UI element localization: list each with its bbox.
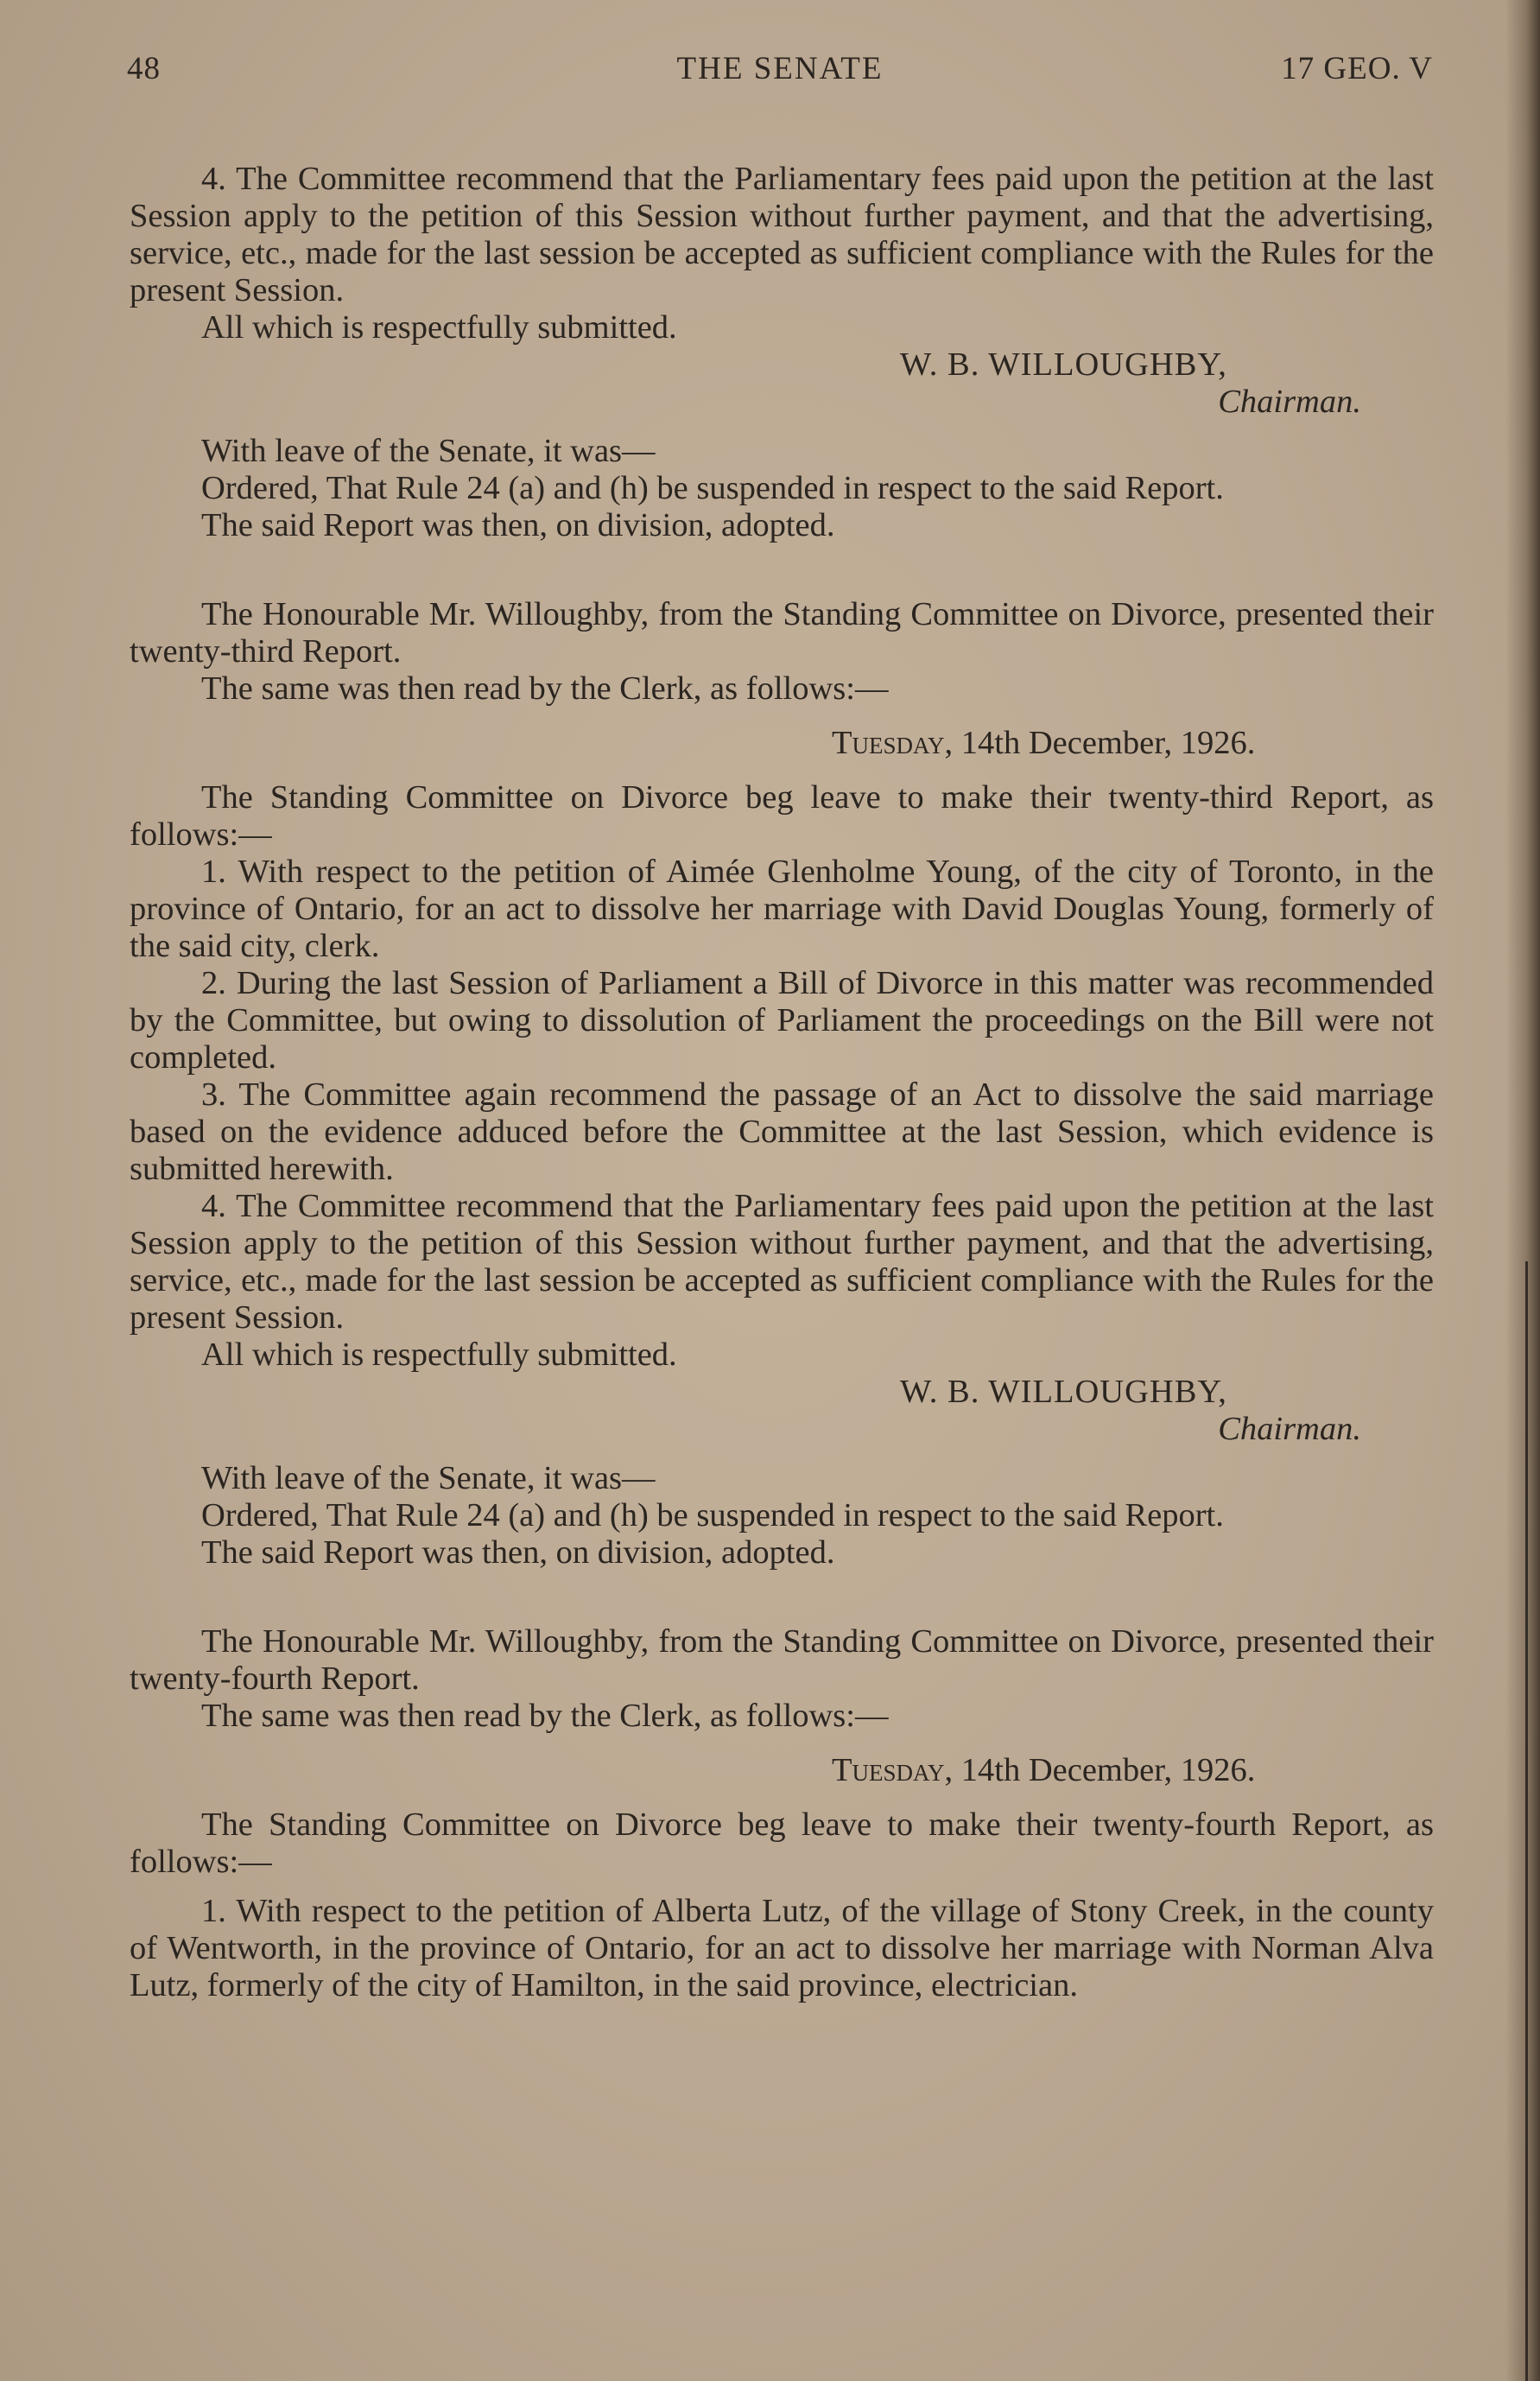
paragraph: 1. With respect to the petition of Alberta Lutz, of the village of Stony Creek, in the county of Wentworth, in the province of Ontario, for an act to dissolve her marriage with Norman Alva Lutz, formerly of the city of Hamilton, in the said province, electrician. [130,1893,1434,2003]
paragraph: 1. With respect to the petition of Aimée Glenholme Young, of the city of Toronto, in the province of Ontario, for an act to dissolve her marriage with David Douglas Young, formerly of the said city, clerk. [130,854,1434,964]
adopted-line: The said Report was then, on division, adopted. [201,1534,835,1571]
paragraph: 3. The Committee again recommend the passage of an Act to dissolve the said marriage based on the evidence adduced before the Committee at the last Session, which evidence is submitted herewith. [130,1076,1434,1187]
paragraph: 4. The Committee recommend that the Parliamentary fees paid upon the petition at the last Session apply to the petition of this Session without further payment, and that the advertising, service, etc., made for the last session be accepted as sufficient compliance with the Rules for the present Session. [130,161,1434,308]
page-title: THE SENATE [676,51,884,86]
ordered-paragraph: Ordered, That Rule 24 (a) and (h) be suspended in respect to the said Report. [201,470,1224,506]
report-date-day: Tuesday, [832,725,954,761]
leave-line: With leave of the Senate, it was— [201,1460,656,1496]
paragraph: The Standing Committee on Divorce beg leave to make their twenty-third Report, as follows:— [130,779,1434,853]
paragraph: 2. During the last Session of Parliament a Bill of Divorce in this matter was recommended by the Committee, but owing to dissolution of Parliament the proceedings on the Bill were not completed. [130,965,1434,1076]
chairman-title: Chairman. [1218,384,1361,420]
report-date-rest: 14th December, 1926. [960,1752,1256,1788]
paragraph: The Honourable Mr. Willoughby, from the Standing Committee on Divorce, presented their twenty-fourth Report. [130,1623,1434,1697]
signature: W. B. WILLOUGHBY, [900,346,1227,383]
chairman-title: Chairman. [1218,1411,1361,1447]
ordered-paragraph: Ordered, That Rule 24 (a) and (h) be suspended in respect to the said Report. [201,1497,1224,1533]
running-header [127,50,1433,93]
page-edge-line [1525,1261,1528,2381]
page-edge-shadow [1505,0,1540,2381]
read-line: The same was then read by the Clerk, as follows:— [201,1698,889,1734]
paragraph: The Honourable Mr. Willoughby, from the Standing Committee on Divorce, presented their twenty-third Report. [130,596,1434,670]
leave-line: With leave of the Senate, it was— [201,433,656,469]
submitted-line: All which is respectfully submitted. [201,1337,677,1373]
signature: W. B. WILLOUGHBY, [900,1374,1227,1410]
page-number: 48 [127,51,161,86]
adopted-line: The said Report was then, on division, adopted. [201,507,835,543]
report-date-rest: 14th December, 1926. [960,725,1256,761]
report-date [130,1752,1434,1789]
submitted-line: All which is respectfully submitted. [201,309,677,346]
report-date-day: Tuesday, [832,1752,954,1788]
read-line: The same was then read by the Clerk, as follows:— [201,670,889,707]
regnal-year: 17 GEO. V [1281,51,1433,86]
paragraph: 4. The Committee recommend that the Parliamentary fees paid upon the petition at the last Session apply to the petition of this Session without further payment, and that the advertising, service, etc., made for the last session be accepted as sufficient compliance with the Rules for the present Session. [130,1188,1434,1336]
document-body [130,161,1434,2004]
report-date [130,725,1434,762]
paragraph: The Standing Committee on Divorce beg leave to make their twenty-fourth Report, as follows:— [130,1806,1434,1880]
